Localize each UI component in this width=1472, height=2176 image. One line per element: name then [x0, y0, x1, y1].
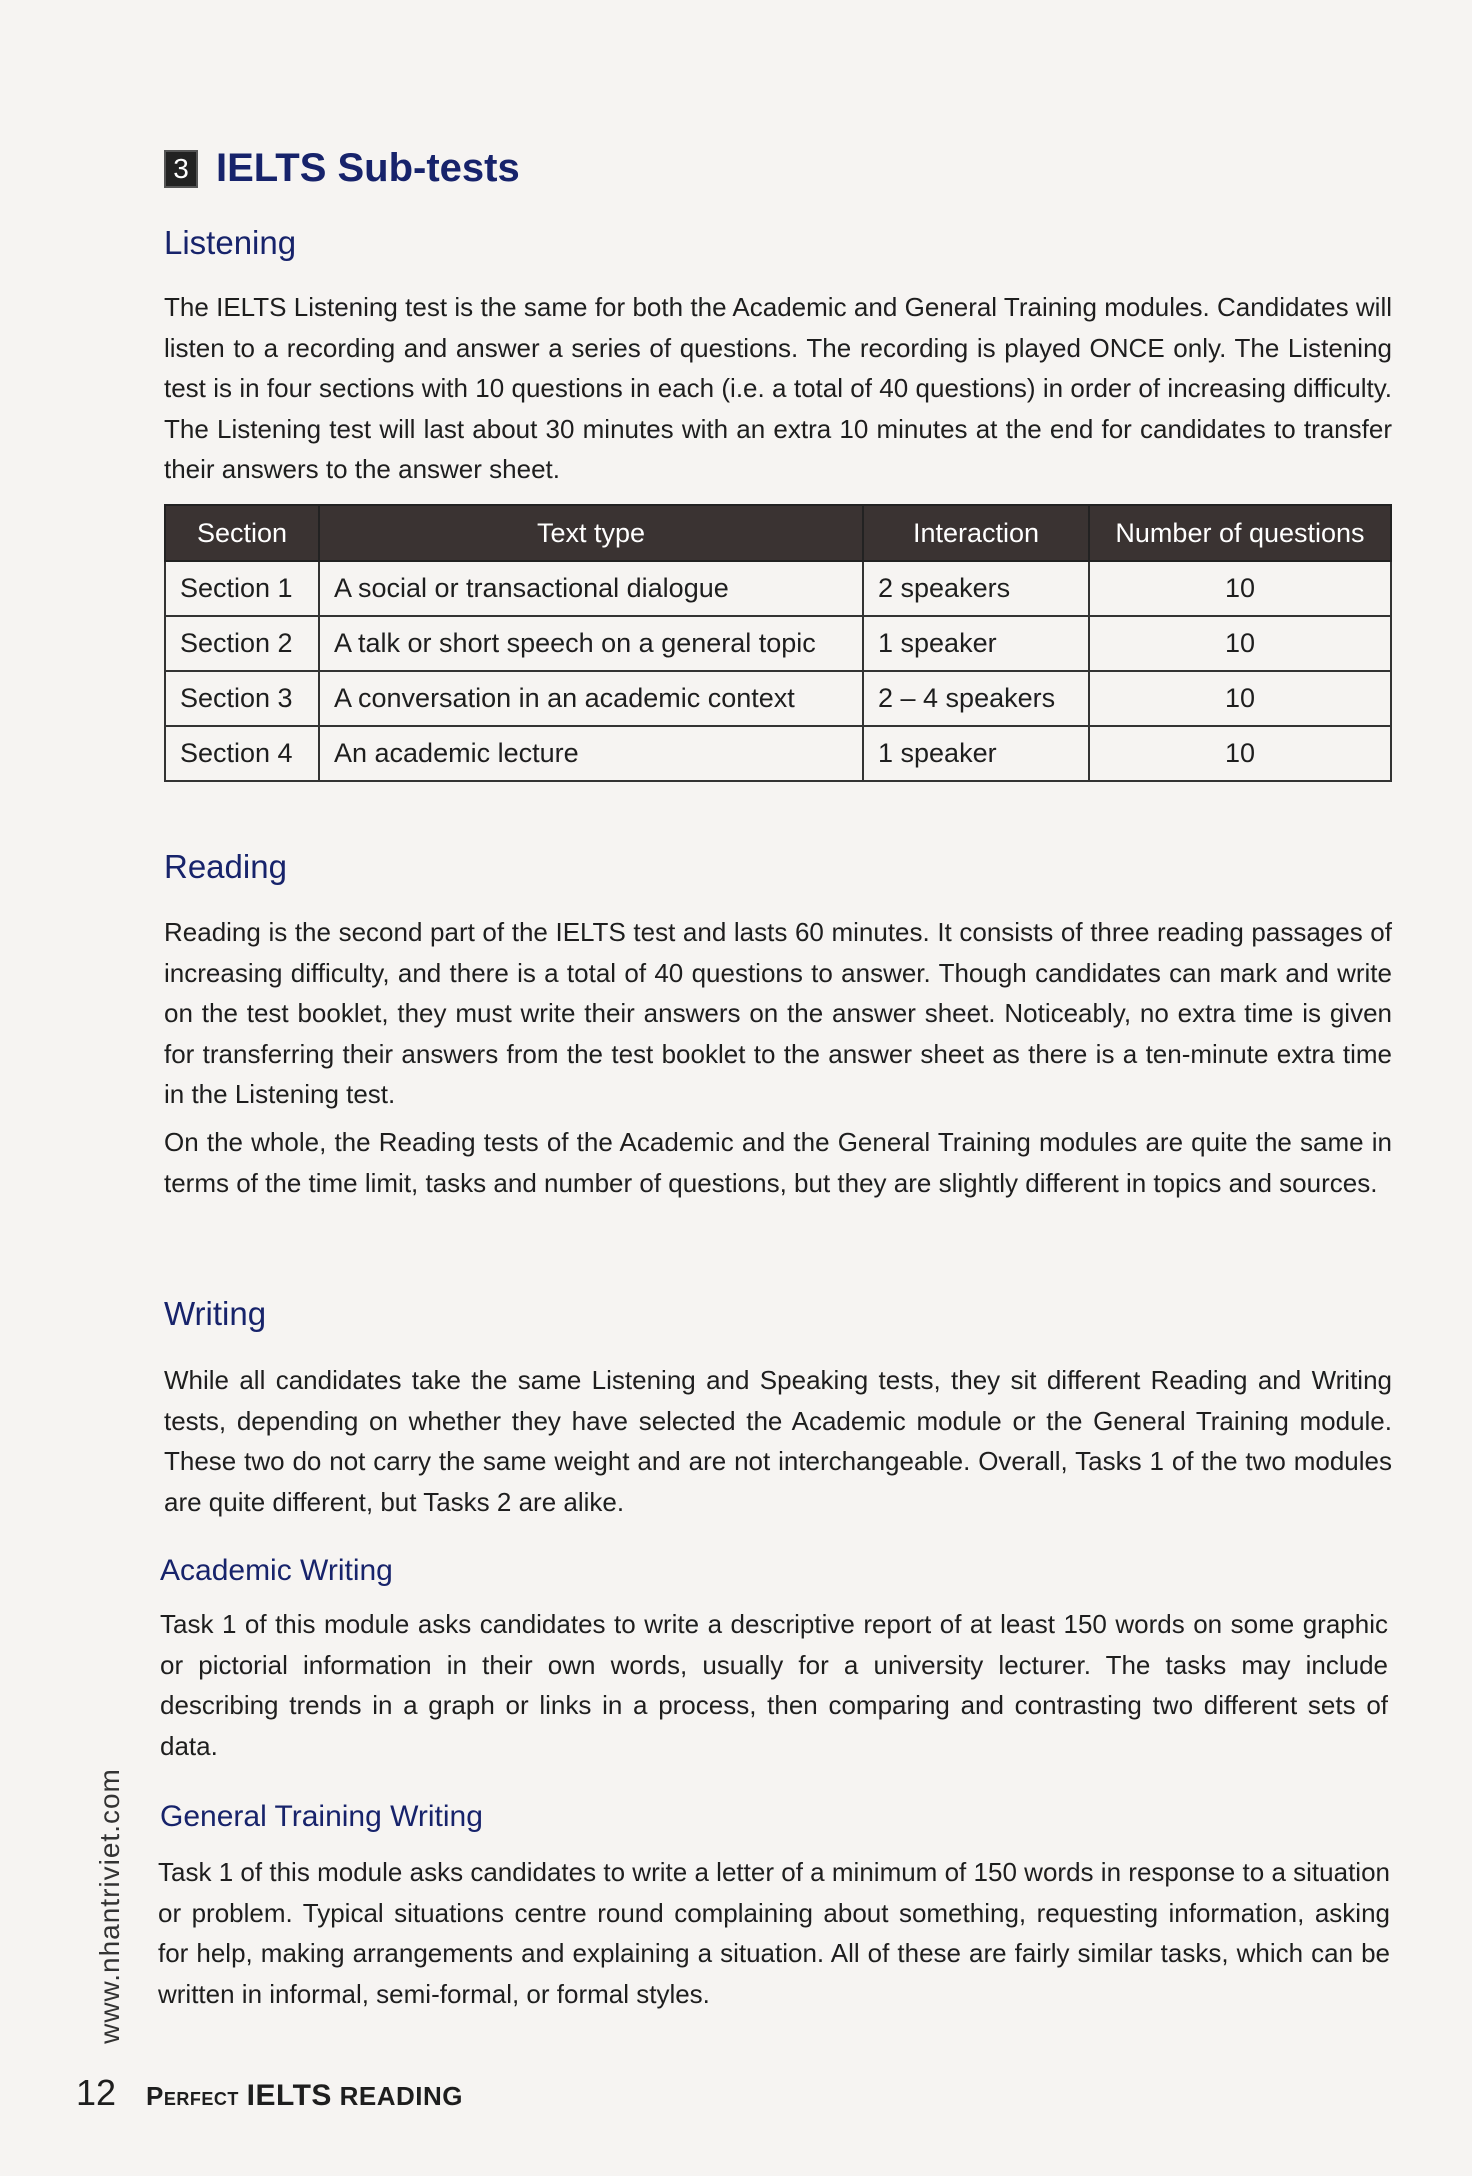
reading-paragraph-1: Reading is the second part of the IELTS test and lasts 60 minutes. It consists of three reading passages of increasing difficulty, and there is a total of 40 questions to answer. Though candidates can mark and write on the test booklet, they must write their answers on the answer sheet. Noticeably, no extra time is given for transferring their answers from the test booklet to the answer sheet as there is a ten-minute extra time in the Listening test. [164, 917, 1392, 1109]
cell-section: Section 1 [165, 561, 319, 616]
academic-writing-paragraph: Task 1 of this module asks candidates to write a descriptive report of at least 150 words on some graphic or pictorial information in their own words, usually for a university lecturer. The tasks may include describing trends in a graph or links in a process, then comparing and contrasting two different sets of data. [160, 1609, 1388, 1761]
cell-questions: 10 [1089, 561, 1391, 616]
cell-interaction: 2 – 4 speakers [863, 671, 1089, 726]
page-title [164, 146, 520, 191]
listening-heading: Listening [164, 224, 297, 261]
cell-text-type: A conversation in an academic context [319, 671, 863, 726]
header-text-type: Text type [319, 505, 863, 561]
general-writing-heading: General Training Writing [160, 1800, 483, 1833]
book-title-perfect: Perfect [146, 2081, 239, 2111]
reading-paragraph-2: On the whole, the Reading tests of the Academic and the General Training modules are quite the same in terms of the time limit, tasks and number of questions, but they are slightly different in topics and sources. [164, 1127, 1392, 1198]
page-title-text: IELTS Sub-tests [216, 146, 520, 190]
listening-paragraph: The IELTS Listening test is the same for both the Academic and General Training modules. Candidates will listen to a recording and answer a series of questions. The recording is played ONCE only. The Listening test is in four sections with 10 questions in each (i.e. a total of 40 questions) in order of increasing difficulty. The Listening test will last about 30 minutes with an extra 10 minutes at the end for candidates to transfer their answers to the answer sheet. [164, 292, 1392, 484]
table-row [165, 616, 1391, 671]
header-section: Section [165, 505, 319, 561]
writing-paragraph: While all candidates take the same Listening and Speaking tests, they sit different Reading and Writing tests, depending on whether they have selected the Academic module or the General Training module. These two do not carry the same weight and are not interchangeable. Overall, Tasks 1 of the two modules are quite different, but Tasks 2 are alike. [164, 1365, 1392, 1517]
general-writing-paragraph: Task 1 of this module asks candidates to write a letter of a minimum of 150 words in response to a situation or problem. Typical situations centre round complaining about something, requesting information, asking for help, making arrangements and explaining a situation. All of these are fairly similar tasks, which can be written in informal, semi-formal, or formal styles. [158, 1857, 1390, 2009]
cell-interaction: 1 speaker [863, 616, 1089, 671]
header-interaction: Interaction [863, 505, 1089, 561]
book-title-reading: READING [339, 2081, 464, 2111]
cell-text-type: A social or transactional dialogue [319, 561, 863, 616]
cell-interaction: 2 speakers [863, 561, 1089, 616]
reading-heading: Reading [164, 848, 287, 885]
cell-text-type: An academic lecture [319, 726, 863, 781]
writing-heading: Writing [164, 1295, 267, 1332]
cell-interaction: 1 speaker [863, 726, 1089, 781]
table-header-row [165, 505, 1391, 561]
cell-section: Section 3 [165, 671, 319, 726]
cell-questions: 10 [1089, 616, 1391, 671]
cell-questions: 10 [1089, 671, 1391, 726]
side-url: www.nhantriviet.com [94, 1768, 125, 2044]
book-title [146, 2079, 463, 2113]
cell-questions: 10 [1089, 726, 1391, 781]
section-number-badge: 3 [164, 150, 198, 188]
page-number: 12 [76, 2072, 117, 2113]
table-row [165, 726, 1391, 781]
book-title-ielts: IELTS [246, 2079, 332, 2112]
cell-text-type: A talk or short speech on a general topic [319, 616, 863, 671]
listening-table [164, 504, 1392, 782]
academic-writing-heading: Academic Writing [160, 1554, 393, 1587]
cell-section: Section 4 [165, 726, 319, 781]
page-footer [76, 2072, 463, 2114]
table-row [165, 561, 1391, 616]
header-number-of-questions: Number of questions [1089, 505, 1391, 561]
cell-section: Section 2 [165, 616, 319, 671]
table-row [165, 671, 1391, 726]
